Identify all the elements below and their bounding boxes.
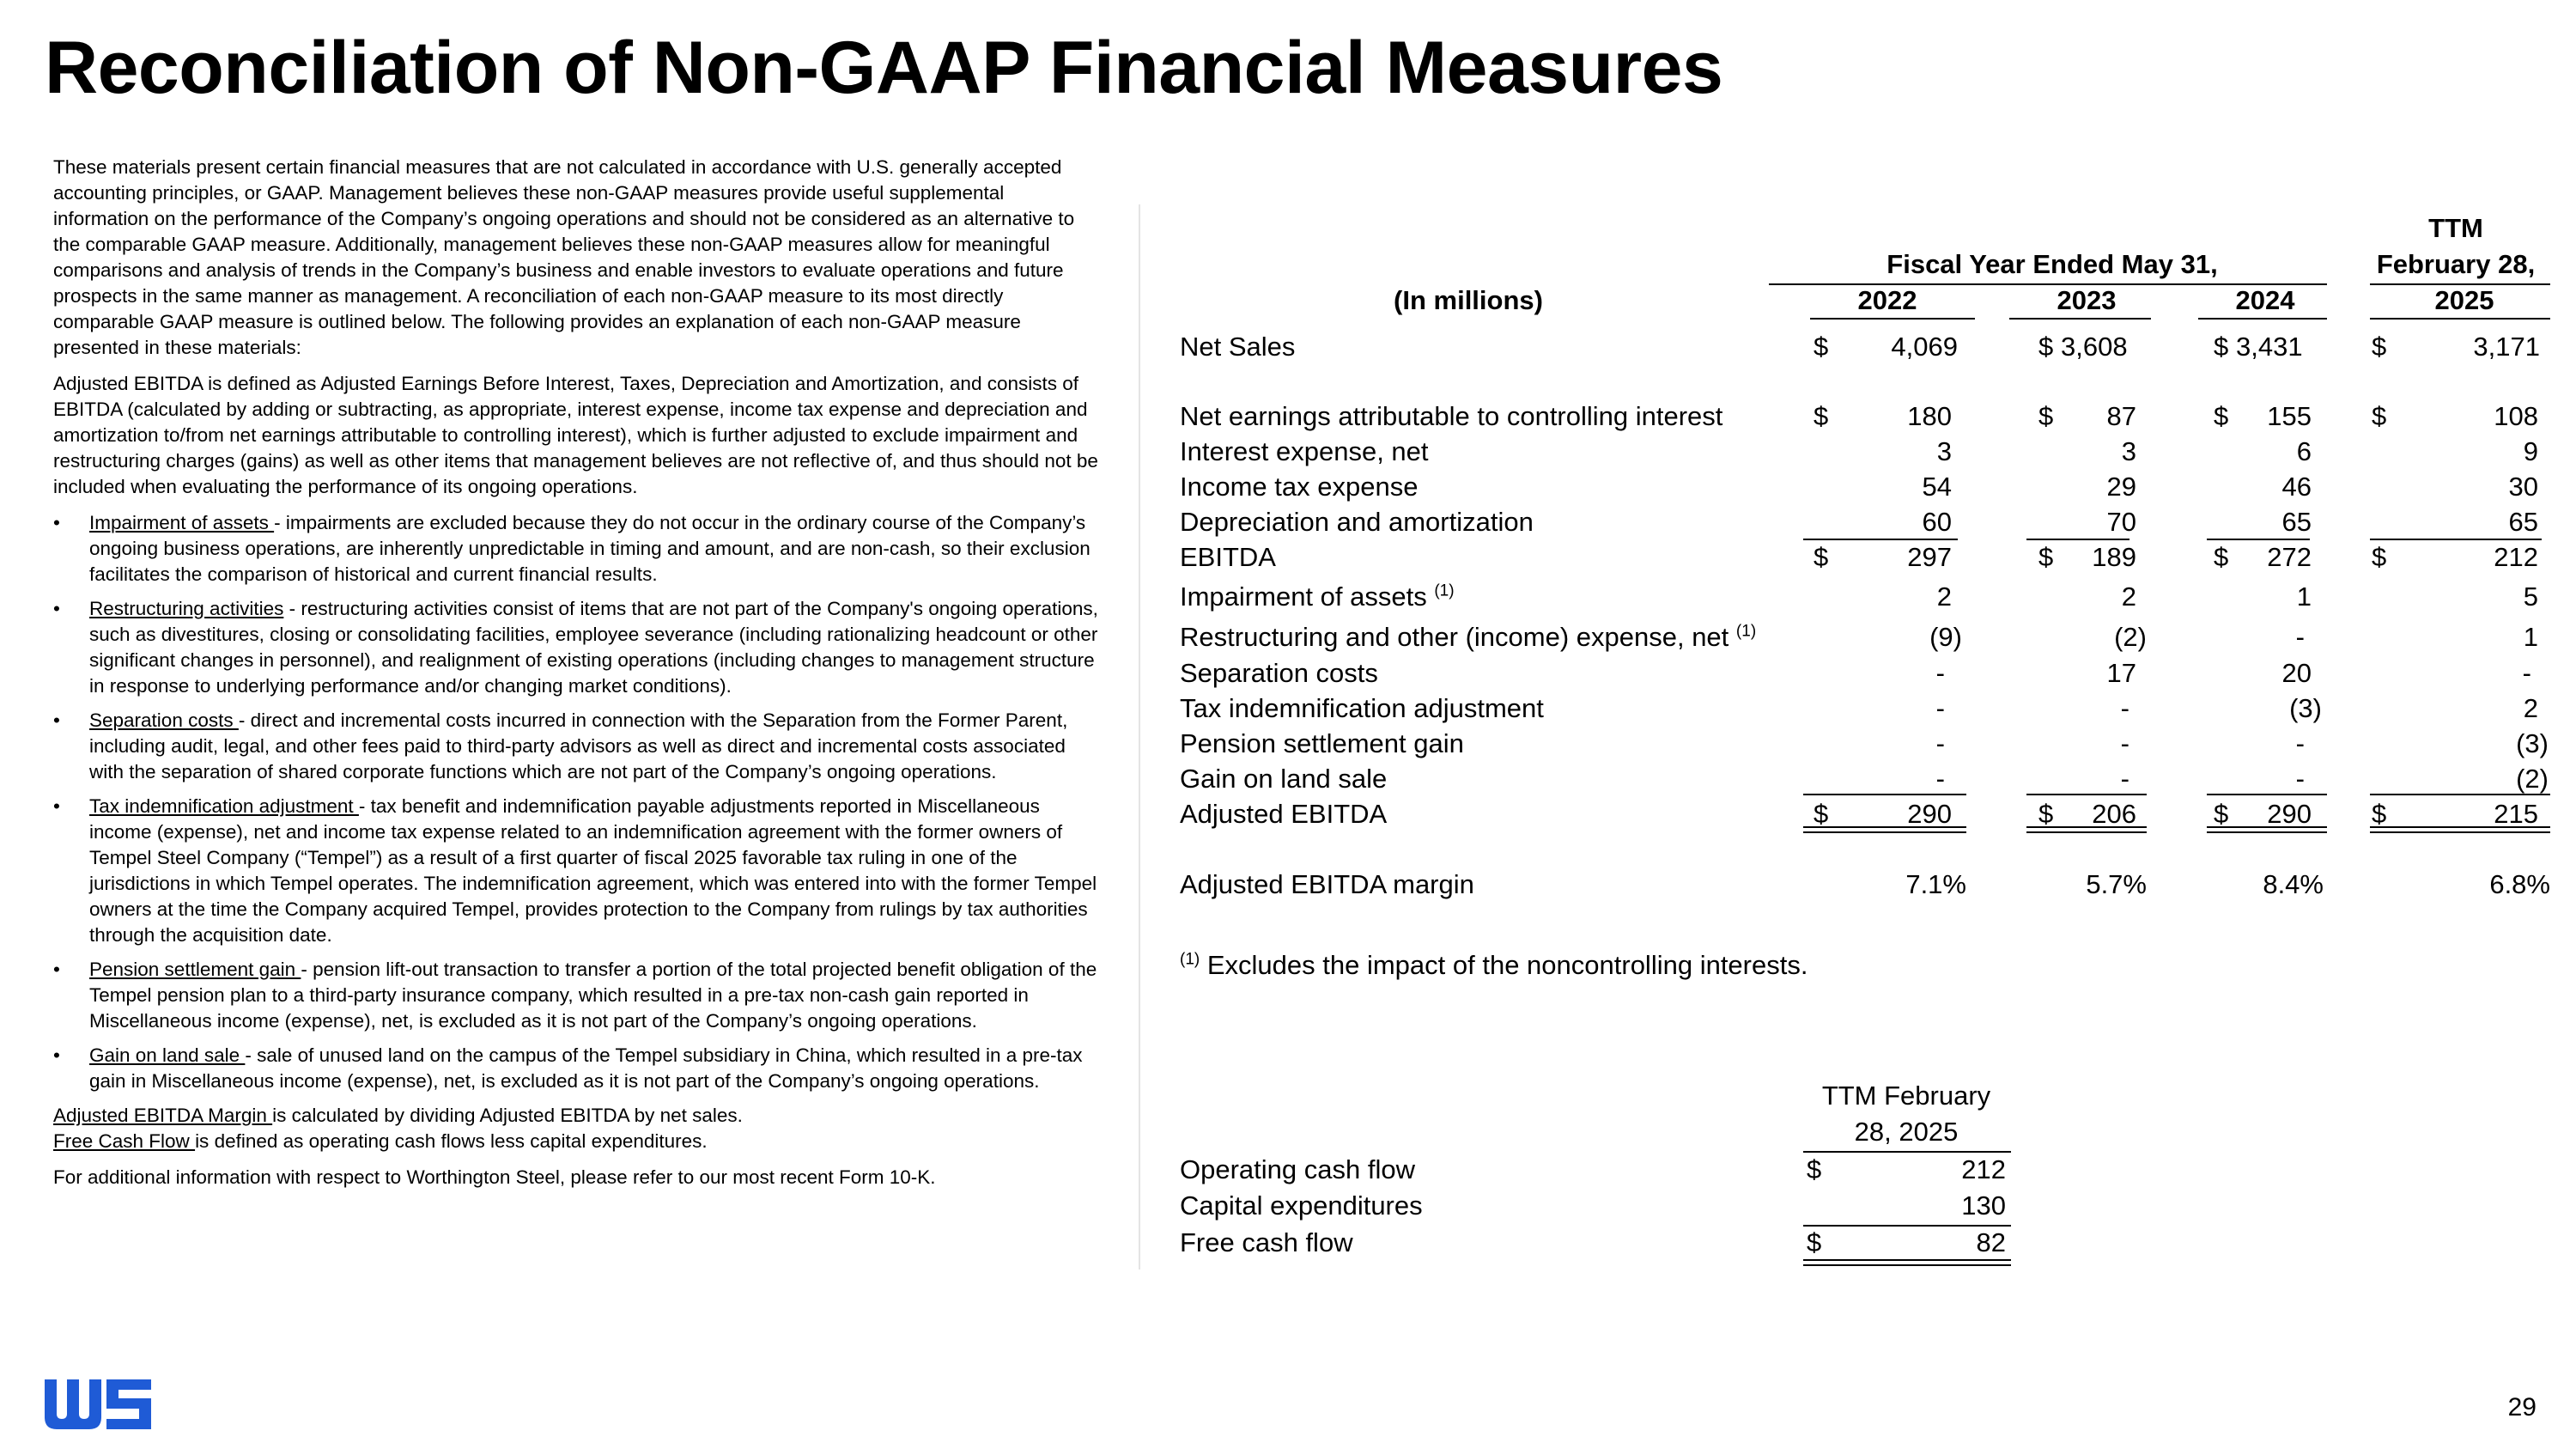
table-cell: 70 — [2106, 507, 2136, 537]
margin-2022: 7.1% — [1905, 869, 1966, 899]
fcf-definition: Free Cash Flow is defined as operating cash flows less capital expenditures. — [53, 1130, 708, 1152]
dollar-sign: $ — [1814, 799, 1829, 829]
table-cell: - — [1935, 728, 1945, 758]
table-cell: - — [2120, 728, 2129, 758]
table-cell: - — [1935, 693, 1945, 723]
table-cell: (3) — [2289, 693, 2322, 723]
row-label: Pension settlement gain — [1180, 728, 1464, 758]
row-label: EBITDA — [1180, 542, 1276, 572]
table-cell: (9) — [1929, 622, 1962, 652]
page-title: Reconciliation of Non-GAAP Financial Measures — [45, 27, 1723, 109]
fiscal-year-header: Fiscal Year Ended May 31, — [1886, 249, 2218, 279]
table-cell: - — [2120, 764, 2129, 794]
table-cell: - — [2295, 764, 2305, 794]
fcf-total-rule — [1803, 1225, 2011, 1227]
adj-ebitda-double-rule-2024 — [2207, 826, 2327, 833]
closing-note: For additional information with respect to Worthington Steel, please refer to our most recent Form 10-K. — [53, 1166, 936, 1188]
margin-2023: 5.7% — [2086, 869, 2147, 899]
bullet-restructuring: • Restructuring activities - restructuring activities consist of items that are not part of the Company's ongoing operations, such as divestitures, closing or consolidating facilities, employee severance (including rationalizing headcount or other significant changes in personnel), and realignment of existing operations (including changes to management structure in response to underlying performance and/or changing market conditions). — [53, 598, 1098, 697]
adj-ebitda-top-rule-2024 — [2207, 794, 2327, 795]
fcf-value: 212 — [1961, 1154, 2006, 1184]
ebitda-rule-2024 — [2207, 539, 2310, 540]
rule-2022 — [1810, 318, 1975, 320]
table-cell: - — [2522, 658, 2531, 688]
table-cell: 60 — [1922, 507, 1952, 537]
table-cell: 2 — [2523, 693, 2538, 723]
adjusted-ebitda-definition: Adjusted EBITDA is defined as Adjusted Earnings Before Interest, Taxes, Depreciation and Amortization, and consists of EBITDA (calculated by adding or subtracting, as appropriate, interest expense, income tax expense and depreciation and amortization to/from net earnings attributable to controlling interest), which is further adjusted to exclude impairment and restructuring charges (gains) as well as other items that management believes are not reflective of, and thus should not be included when evaluating the performance of its ongoing operations. — [53, 373, 1098, 497]
table-cell: 6 — [2296, 436, 2312, 466]
table-cell: (2) — [2114, 622, 2147, 652]
table-cell: 2 — [1936, 581, 1952, 612]
adj-ebitda-double-rule-2023 — [2026, 826, 2147, 833]
adj-ebitda-top-rule-2023 — [2026, 794, 2147, 795]
table-cell: 290 — [2267, 799, 2312, 829]
definitions-text — [53, 155, 1101, 1201]
table-cell: 1 — [2523, 622, 2538, 652]
row-label: Tax indemnification adjustment — [1180, 693, 1544, 723]
adj-ebitda-top-rule-2025 — [2370, 794, 2550, 795]
fcf-value: 130 — [1961, 1190, 2006, 1221]
table-cell: 180 — [1907, 401, 1952, 431]
ebitda-rule-2022 — [1803, 539, 1958, 540]
row-label: Impairment of assets $^{(1)}$ — [1180, 581, 1455, 612]
bullet-separation: • Separation costs - direct and incremental costs incurred in connection with the Separation from the Former Parent, including audit, legal, and other fees paid to third-party advisors as well as direct and incremental costs associated with the separation of shared corporate functions which are not part of the Company’s ongoing operations. — [53, 709, 1068, 782]
fcf-row-label: Capital expenditures — [1180, 1190, 1423, 1221]
footnote-ref: (1) — [1735, 622, 1757, 641]
table-cell: - — [1935, 764, 1945, 794]
table-cell: 3 — [1936, 436, 1952, 466]
intro-paragraph: These materials present certain financial measures that are not calculated in accordance with U.S. generally accepted accounting principles, or GAAP. Management believes these non-GAAP measures provide useful supplemental information on the performance of the Company’s ongoing operations and should not be considered as an alternative to the comparable GAAP measure. Additionally, management believes these non-GAAP measures allow for meaningful comparisons and analysis of trends in the Company’s business and enable investors to evaluate operations and future prospects in the same manner as management. A reconciliation of each non-GAAP measure to its most directly comparable GAAP measure is outlined below. The following provides an explanation of each non-GAAP measure presented in these materials: — [53, 156, 1075, 358]
ttm-header-2: February 28, — [2376, 249, 2536, 279]
dollar-sign: $ — [2372, 332, 2387, 362]
row-label: Income tax expense — [1180, 472, 1419, 502]
table-cell: 30 — [2508, 472, 2538, 502]
dollar-sign: $ — [1814, 401, 1829, 431]
margin-label: Adjusted EBITDA margin — [1180, 869, 1474, 899]
row-label: Gain on land sale — [1180, 764, 1388, 794]
dollar-sign: $ — [2214, 332, 2229, 362]
dollar-sign: $ — [2214, 401, 2229, 431]
units-label: (In millions) — [1394, 285, 1543, 315]
year-2023: 2023 — [2057, 285, 2117, 315]
term-restructuring: Restructuring activities — [89, 598, 284, 619]
table-cell: 20 — [2281, 658, 2312, 688]
table-cell: 17 — [2106, 658, 2136, 688]
table-cell: - — [1935, 658, 1945, 688]
net-sales-2025: 3,171 — [2473, 332, 2540, 362]
fcf-row-label: Operating cash flow — [1180, 1154, 1415, 1184]
dollar-sign: $ — [1814, 332, 1829, 362]
table-cell: 46 — [2281, 472, 2312, 502]
footnote-mark: (1) — [1180, 950, 1200, 969]
logo-text: WS — [98, 1414, 100, 1415]
fcf-header-1: TTM February — [1821, 1081, 1991, 1111]
rule-2025 — [2370, 318, 2550, 320]
row-label: Restructuring and other (income) expense, net $^{(1)}$ — [1180, 622, 1757, 652]
dollar-sign: $ — [2372, 401, 2387, 431]
bullet-pension: • Pension settlement gain - pension lift-out transaction to transfer a portion of the total projected benefit obligation of the Tempel pension plan to a third-party insurance company, which resulted in a pre-tax non-cash gain reported in Miscellaneous income (expense), net, is excluded as it is not part of the Company’s ongoing operations. — [53, 959, 1097, 1032]
table-cell: 54 — [1922, 472, 1952, 502]
table-cell: (2) — [2516, 764, 2549, 794]
margin-2025: 6.8% — [2489, 869, 2550, 899]
table-cell: 272 — [2267, 542, 2312, 572]
table-cell: 212 — [2494, 542, 2538, 572]
dollar-sign: $ — [2214, 542, 2229, 572]
table-cell: 290 — [1907, 799, 1952, 829]
footnote-ref: (1) — [1434, 581, 1455, 600]
term-land-sale: Gain on land sale — [89, 1044, 246, 1066]
table-cell: 5 — [2523, 581, 2538, 612]
dollar-sign: $ — [1807, 1154, 1822, 1184]
fcf-row-label: Free cash flow — [1180, 1227, 1353, 1257]
table-cell: 297 — [1907, 542, 1952, 572]
year-2025: 2025 — [2434, 285, 2494, 315]
row-label: Net earnings attributable to controlling interest — [1180, 401, 1723, 431]
dollar-sign: $ — [2038, 401, 2054, 431]
table-cell: 215 — [2494, 799, 2538, 829]
year-2022: 2022 — [1857, 285, 1917, 315]
table-cell: 9 — [2523, 436, 2538, 466]
row-label: Depreciation and amortization — [1180, 507, 1534, 537]
row-label: Interest expense, net — [1180, 436, 1429, 466]
dollar-sign: $ — [2214, 799, 2229, 829]
table-cell: 206 — [2092, 799, 2136, 829]
table-cell: (3) — [2516, 728, 2549, 758]
term-impairment: Impairment of assets — [89, 512, 275, 533]
net-sales-2022: 4,069 — [1891, 332, 1958, 362]
adj-ebitda-top-rule-2022 — [1803, 794, 1966, 795]
dollar-sign: $ — [1814, 542, 1829, 572]
margin-2024: 8.4% — [2263, 869, 2324, 899]
dollar-sign: $ — [2038, 799, 2054, 829]
bullet-impairment: • Impairment of assets - impairments are excluded because they do not occur in the ordinary course of the Company’s ongoing business operations, are inherently unpredictable in timing and amount, and are non-cash, so their exclusion facilitates the comparison of historical and current financial results. — [53, 512, 1091, 585]
dollar-sign: $ — [2038, 332, 2054, 362]
adj-ebitda-double-rule-2025 — [2370, 826, 2550, 833]
table-cell: - — [2295, 622, 2305, 652]
bullet-land-sale: • Gain on land sale - sale of unused land on the campus of the Tempel subsidiary in China, which resulted in a pre-tax gain in Miscellaneous income (expense), net, is excluded as it is not part of the Company’s ongoing operations. — [53, 1044, 1083, 1092]
dollar-sign: $ — [2372, 799, 2387, 829]
fcf-header-2: 28, 2025 — [1854, 1117, 1959, 1147]
rule-2023 — [2009, 318, 2151, 320]
table-cell: 65 — [2281, 507, 2312, 537]
table-cell: 1 — [2296, 581, 2312, 612]
table-cell: 3 — [2121, 436, 2136, 466]
net-sales-2024: 3,431 — [2236, 332, 2303, 362]
term-pension: Pension settlement gain — [89, 959, 301, 980]
table-cell: 29 — [2106, 472, 2136, 502]
bullet-tax-indemnification: • Tax indemnification adjustment - tax benefit and indemnification payable adjustments reported in Miscellaneous income (expense), net and income tax expense related to an indemnification agreement with the former owners of Tempel Steel Company (“Tempel”) as a result of a first quarter of fiscal 2025 favorable tax ruling in one of the jurisdictions in which Tempel operates. The indemnification agreement, which was entered into with the former Tempel owners at the time the Company acquired Tempel, provides protection to the Company from rulings by tax authorities through the acquisition date. — [53, 795, 1097, 946]
row-label: Adjusted EBITDA — [1180, 799, 1388, 829]
margin-definition: Adjusted EBITDA Margin is calculated by dividing Adjusted EBITDA by net sales. — [53, 1105, 743, 1126]
footnote-text: Excludes the impact of the noncontrolling interests. — [1206, 950, 1808, 980]
year-2024: 2024 — [2235, 285, 2295, 315]
row-label: Separation costs — [1180, 658, 1378, 688]
fcf-header-rule — [1803, 1151, 2011, 1153]
table-cell: 2 — [2121, 581, 2136, 612]
table-cell: - — [2120, 693, 2129, 723]
net-sales-2023: 3,608 — [2061, 332, 2128, 362]
page-number: 29 — [2507, 1393, 2537, 1422]
ttm-header-1: TTM — [2428, 213, 2483, 243]
worthington-steel-logo — [45, 1379, 151, 1429]
table-cell: 108 — [2494, 401, 2538, 431]
table-cell: 189 — [2092, 542, 2136, 572]
term-separation: Separation costs — [89, 709, 239, 731]
dollar-sign: $ — [2372, 542, 2387, 572]
column-divider — [1139, 204, 1140, 1269]
adj-ebitda-double-rule-2022 — [1803, 826, 1966, 833]
dollar-sign: $ — [1807, 1227, 1822, 1257]
rule-2024 — [2198, 318, 2327, 320]
net-sales-label: Net Sales — [1180, 332, 1296, 362]
table-cell: 87 — [2106, 401, 2136, 431]
fcf-value: 82 — [1976, 1227, 2006, 1257]
table-cell: 65 — [2508, 507, 2538, 537]
dollar-sign: $ — [2038, 542, 2054, 572]
table-cell: - — [2295, 728, 2305, 758]
footnote — [1180, 950, 1807, 981]
table-cell: 155 — [2267, 401, 2312, 431]
ebitda-rule-2023 — [2026, 539, 2129, 540]
fcf-double-rule — [1803, 1259, 2011, 1266]
term-tax-indemnification: Tax indemnification adjustment — [89, 795, 359, 817]
ebitda-rule-2025 — [2370, 539, 2542, 540]
